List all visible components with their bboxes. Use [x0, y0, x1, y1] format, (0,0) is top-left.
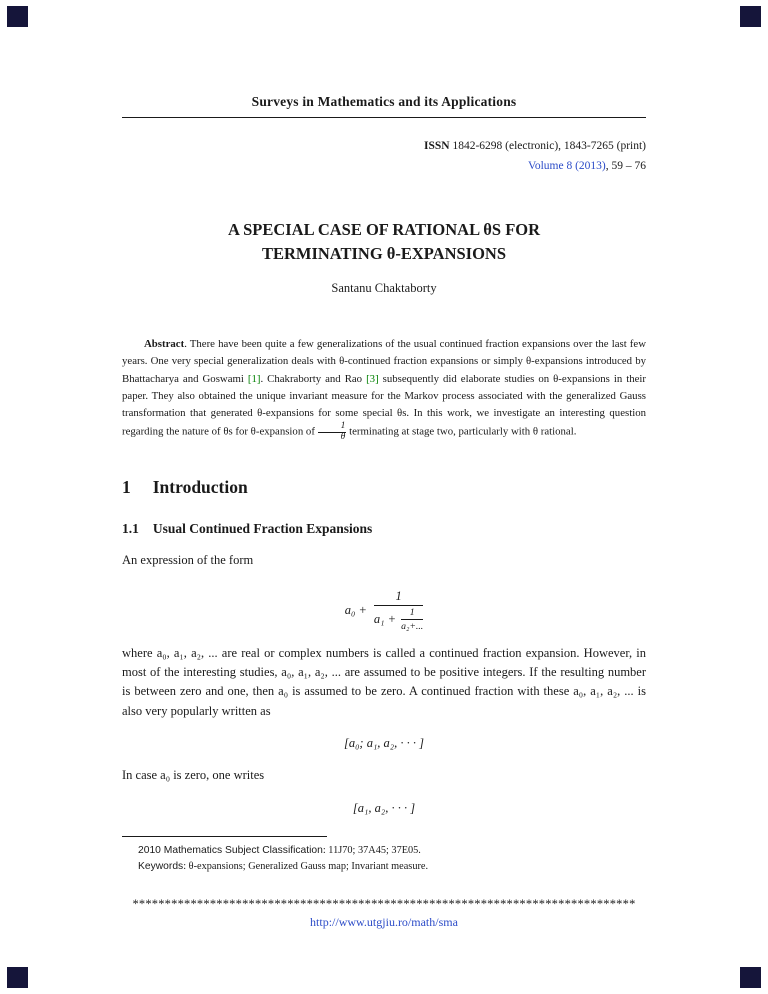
paper-title-line1: A SPECIAL CASE OF RATIONAL θS FOR — [227, 220, 541, 240]
paragraph-intro: An expression of the form — [122, 553, 254, 568]
footnote-rule — [122, 836, 327, 837]
paper-title-line2: TERMINATING θ-EXPANSIONS — [261, 244, 507, 264]
inline-fraction-numerator: 1 — [318, 422, 347, 433]
inline-fraction-denominator: θ — [340, 432, 346, 443]
abstract-label: Abstract — [144, 338, 185, 351]
corner-mark-top-right — [740, 6, 761, 27]
continued-fraction-display — [122, 589, 646, 632]
volume-line — [122, 156, 646, 176]
cf-outer-denominator — [374, 606, 423, 632]
cf-lead-term: a₀ + — [344, 602, 367, 617]
volume-pages: , 59 – 76 — [605, 160, 646, 173]
journal-url-link[interactable]: http://www.utgjiu.ro/math/sma — [310, 914, 458, 929]
classification-codes: : 11J70; 37A45; 37E05. — [322, 844, 421, 856]
volume-link[interactable]: Volume 8 (2013) — [528, 160, 606, 173]
issn-label: ISSN — [424, 140, 450, 152]
cf-inner-fraction — [401, 607, 423, 632]
corner-mark-bottom-right — [740, 967, 761, 988]
paragraph-main: where a₀, a₁, a₂, ... are real or complex numbers is called a continued fraction expansion. However, in most of the interesting studies, a₀, a₁, a₂, ... are assumed to be positive integers. If the resulting number is between zero and one, then a₀ is assumed to be zero. A continued fraction with these a₀, a₁, a₂, ... is also very popularly written as — [122, 645, 646, 718]
section-heading-introduction — [122, 477, 646, 498]
corner-mark-bottom-left — [7, 967, 28, 988]
issn-numbers: 1842-6298 (electronic), 1843-7265 (print) — [449, 140, 646, 152]
issn-line — [122, 136, 646, 156]
corner-mark-top-left — [7, 6, 28, 27]
abstract-paragraph — [122, 336, 646, 443]
abstract-text-4: terminating at stage two, particularly with θ rational. — [346, 426, 577, 439]
subsection-number: 1.1 — [122, 521, 139, 537]
subsection-title: Usual Continued Fraction Expansions — [152, 521, 373, 537]
footnote-classification — [122, 843, 646, 859]
journal-header: Surveys in Mathematics and its Applications — [122, 94, 646, 118]
cf-inner-numerator: 1 — [401, 607, 423, 620]
display-bracket-notation-1: [a₀; a₁, a₂, · · · ] — [343, 736, 425, 751]
paragraph-incase: In case a₀ is zero, one writes — [122, 768, 265, 783]
section-title: Introduction — [152, 477, 248, 498]
cf-denominator-lead: a₁ + — [373, 611, 397, 626]
abstract-text-3: subsequently did elaborate studies on θ-expansions in their paper. They also obtained the unique invariant measure for the Markov process associated with the generalized Gauss transformation that generated θ-expansions for some special θs. In this work, we investigate an interesting question regarding the nature of θs for θ-expansion of — [122, 372, 646, 439]
footer-url-line — [122, 915, 646, 930]
display-bracket-notation-2: [a₁, a₂, · · · ] — [352, 800, 416, 815]
cf-inner-denominator: a₂+... — [401, 620, 424, 632]
footnote-keywords — [122, 859, 646, 875]
keywords-list: : θ-expansions; Generalized Gauss map; Invariant measure. — [183, 860, 429, 872]
page-content — [122, 0, 646, 930]
issn-block — [122, 136, 646, 176]
footnote-block — [122, 836, 646, 875]
author-name: Santanu Chaktaborty — [331, 281, 437, 296]
abstract-text-2: . Chakraborty and Rao — [260, 372, 367, 385]
cf-outer-numerator: 1 — [374, 589, 423, 606]
cf-outer-fraction — [374, 589, 423, 632]
subsection-heading-usual-cf — [122, 521, 646, 537]
keywords-label: Keywords — [138, 860, 184, 872]
citation-link-1[interactable]: [1] — [247, 372, 261, 385]
abstract-text-1: . There have been quite a few generalizations of the usual continued fraction expansions over the last few years. One very special generalization deals with θ-continued fraction expansions or simply θ-expansions introduced by Bhattacharya and Goswami — [122, 338, 646, 385]
paper-title — [122, 218, 646, 266]
section-number: 1 — [122, 477, 131, 498]
asterisk-divider: ****************************************************************************** — [132, 896, 636, 911]
citation-link-2[interactable]: [3] — [366, 372, 379, 385]
inline-fraction-one-over-theta — [318, 422, 347, 443]
classification-label: 2010 Mathematics Subject Classification — [138, 844, 323, 856]
